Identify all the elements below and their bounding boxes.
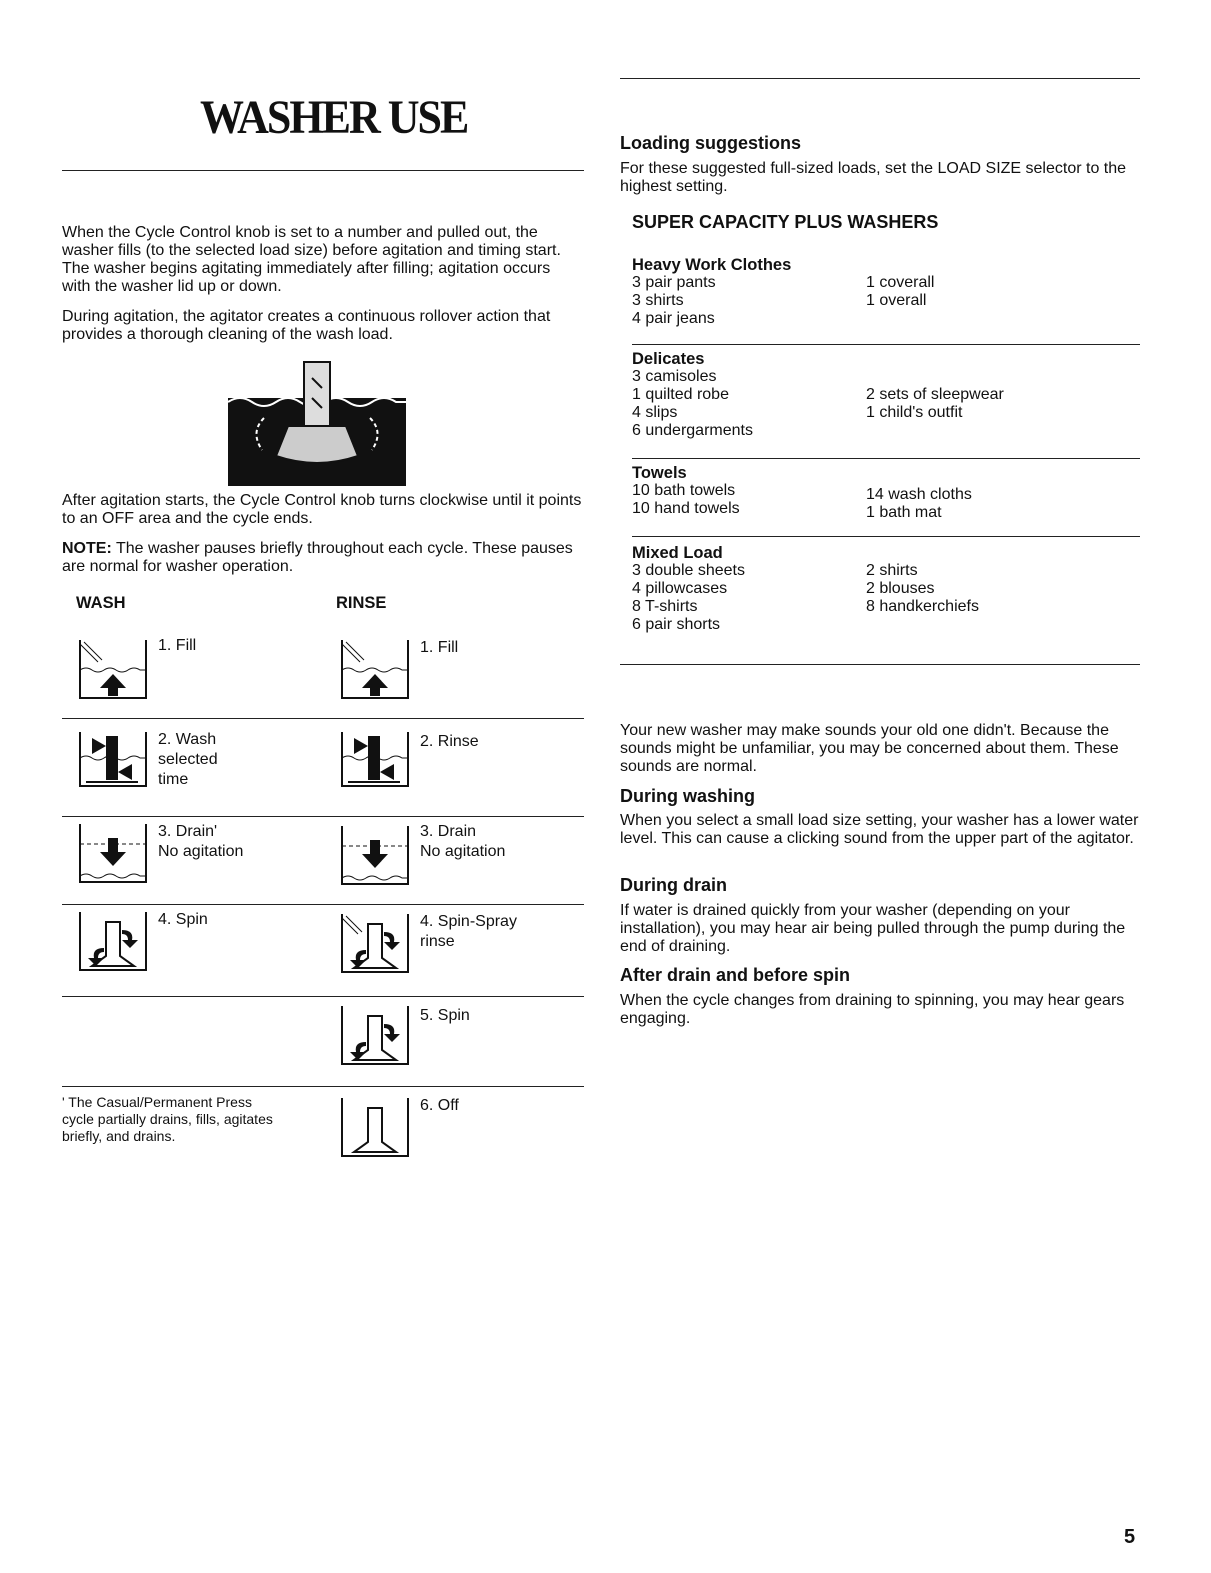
top-rule xyxy=(620,78,1140,79)
rinse-step-off: 6. Off xyxy=(420,1097,459,1114)
note-paragraph xyxy=(62,540,582,576)
agitator-illustration xyxy=(228,358,406,486)
load-item: 1 overall xyxy=(866,292,927,309)
load-item: 14 wash cloths xyxy=(866,486,972,503)
spin-icon xyxy=(76,912,148,974)
step-divider xyxy=(62,996,584,997)
load-group-delicates xyxy=(632,350,1140,440)
after-drain-heading: After drain and before spin xyxy=(620,965,851,985)
wash-step-wash: 2. Wash selected time xyxy=(158,731,218,788)
load-group-title: Heavy Work Clothes xyxy=(632,256,792,274)
load-item: 2 sets of sleepwear xyxy=(866,386,1004,403)
load-item: 8 handkerchiefs xyxy=(866,598,979,615)
intro-paragraph: When the Cycle Control knob is set to a number and pulled out, the washer fills (to the selected load size) before agitation and timing start. The washer begins agitating immediately after filling; agitation occurs with the washer lid up or down. xyxy=(62,224,561,295)
fill-icon xyxy=(76,640,148,702)
load-item: 3 camisoles xyxy=(632,368,717,385)
drain-icon xyxy=(338,826,410,888)
load-item: 3 shirts xyxy=(632,292,684,309)
wash-heading: WASH xyxy=(76,594,126,612)
load-group-title: Delicates xyxy=(632,350,705,368)
after-drain-text: When the cycle changes from draining to spinning, you may hear gears engaging. xyxy=(620,992,1125,1027)
load-item: 4 pair jeans xyxy=(632,310,715,327)
wash-agitate-icon xyxy=(76,728,148,790)
wash-step-drain: 3. Drain' No agitation xyxy=(158,823,244,860)
load-item: 4 slips xyxy=(632,404,678,421)
load-item: 1 bath mat xyxy=(866,504,942,521)
sounds-paragraph: Your new washer may make sounds your old one didn't. Because the sounds might be unfamiliar, you may be concerned about them. These sounds are normal. xyxy=(620,722,1119,775)
step-divider xyxy=(62,718,584,719)
group-divider xyxy=(632,458,1140,459)
rinse-step-drain: 3. Drain No agitation xyxy=(420,823,506,860)
load-item: 3 pair pants xyxy=(632,274,716,291)
rinse-heading: RINSE xyxy=(336,594,387,612)
page-number: 5 xyxy=(1124,1526,1136,1548)
agitation-paragraph: During agitation, the agitator creates a continuous rollover action that provides a thorough cleaning of the wash load. xyxy=(62,308,551,343)
rinse-agitate-icon xyxy=(338,728,410,790)
load-group-mixed xyxy=(632,544,1140,634)
step-divider xyxy=(62,904,584,905)
load-item: 6 undergarments xyxy=(632,422,753,439)
load-group-title: Towels xyxy=(632,464,687,482)
during-drain-heading: During drain xyxy=(620,875,727,895)
step-divider xyxy=(62,816,584,817)
rinse-step-spin-spray: 4. Spin-Spray rinse xyxy=(420,913,517,950)
drain-icon xyxy=(76,824,148,886)
wash-step-spin: 4. Spin xyxy=(158,911,208,928)
note-text: The washer pauses briefly throughout each cycle. These pauses are normal for washer operation. xyxy=(62,540,573,575)
load-item: 2 shirts xyxy=(866,562,918,579)
super-capacity-heading: SUPER CAPACITY PLUS WASHERS xyxy=(632,212,939,232)
off-icon xyxy=(338,1098,410,1160)
note-label: NOTE: xyxy=(62,540,112,557)
step-divider xyxy=(62,1086,584,1087)
page-title: WASHER USE xyxy=(200,91,468,144)
loading-suggestions-heading: Loading suggestions xyxy=(620,133,802,153)
group-divider xyxy=(632,536,1140,537)
load-item: 8 T-shirts xyxy=(632,598,698,615)
fill-icon xyxy=(338,640,410,702)
load-item: 10 bath towels xyxy=(632,482,736,499)
wash-step-fill: 1. Fill xyxy=(158,637,197,654)
load-item: 2 blouses xyxy=(866,580,935,597)
rinse-step-spin: 5. Spin xyxy=(420,1007,470,1024)
load-item: 6 pair shorts xyxy=(632,616,721,633)
group-divider xyxy=(632,344,1140,345)
load-item: 1 coverall xyxy=(866,274,935,291)
footnote: ' The Casual/Permanent Press cycle partially drains, fills, agitates briefly, and drains. xyxy=(62,1094,273,1144)
load-group-heavy-work xyxy=(632,256,1140,328)
load-group-title: Mixed Load xyxy=(632,544,723,562)
spin-spray-icon xyxy=(338,914,410,976)
during-washing-heading: During washing xyxy=(620,786,755,806)
during-washing-text: When you select a small load size setting, your washer has a lower water level. This can cause a clicking sound from the upper part of the agitator. xyxy=(620,812,1139,847)
load-item: 1 quilted robe xyxy=(632,386,729,403)
load-group-towels xyxy=(632,464,1140,521)
load-item: 10 hand towels xyxy=(632,500,740,517)
load-item: 3 double sheets xyxy=(632,562,745,579)
title-rule xyxy=(62,170,584,171)
section-rule xyxy=(620,664,1140,665)
load-item: 4 pillowcases xyxy=(632,580,728,597)
spin-icon xyxy=(338,1006,410,1068)
rinse-step-fill: 1. Fill xyxy=(420,639,459,656)
load-item: 1 child's outfit xyxy=(866,404,963,421)
rinse-step-rinse: 2. Rinse xyxy=(420,733,479,750)
during-drain-text: If water is drained quickly from your washer (depending on your installation), you may hear air being pulled through the pump during the end of draining. xyxy=(620,902,1126,955)
loading-suggestions-text: For these suggested full-sized loads, set the LOAD SIZE selector to the highest setting. xyxy=(620,160,1127,195)
cycle-end-paragraph: After agitation starts, the Cycle Control knob turns clockwise until it points to an OFF area and the cycle ends. xyxy=(62,492,582,527)
